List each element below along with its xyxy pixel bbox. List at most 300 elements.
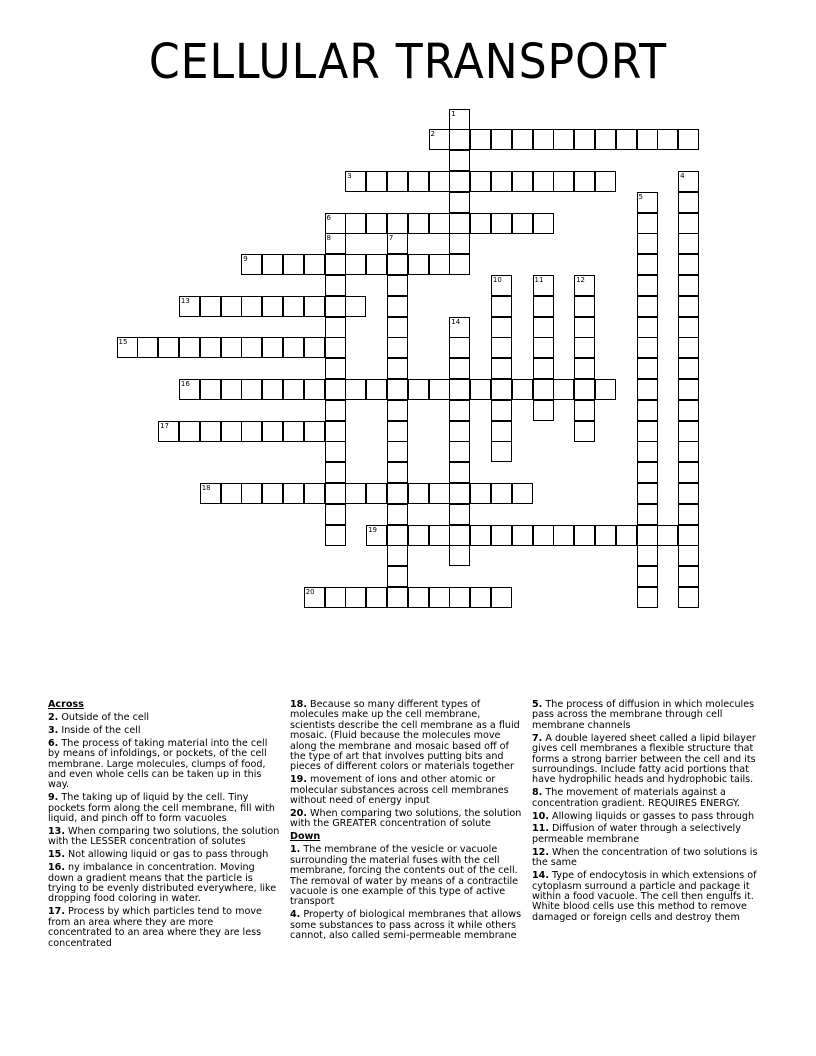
grid-cell[interactable] bbox=[553, 129, 574, 150]
grid-cell[interactable] bbox=[553, 171, 574, 192]
clue-number: 3. bbox=[48, 724, 59, 736]
grid-cell[interactable] bbox=[325, 400, 346, 421]
grid-cell[interactable] bbox=[325, 462, 346, 483]
clue-item bbox=[532, 848, 770, 869]
grid-cell[interactable] bbox=[449, 379, 470, 400]
grid-cell[interactable] bbox=[678, 421, 699, 442]
grid-cell[interactable] bbox=[387, 462, 408, 483]
grid-cell[interactable] bbox=[325, 441, 346, 462]
grid-cell[interactable] bbox=[449, 400, 470, 421]
grid-cell[interactable] bbox=[678, 296, 699, 317]
grid-cell[interactable] bbox=[637, 525, 658, 546]
clue-item bbox=[290, 775, 522, 806]
grid-cell[interactable] bbox=[533, 358, 554, 379]
grid-cell[interactable] bbox=[304, 421, 325, 442]
grid-cell[interactable] bbox=[595, 525, 616, 546]
clue-item bbox=[532, 812, 770, 822]
grid-cell[interactable] bbox=[553, 525, 574, 546]
grid-cell[interactable] bbox=[637, 587, 658, 608]
clue-text: Because so many different types of molecules make up the cell membrane, scientists describe the cell membrane as a fluid mosaic. (Fluid because the molecules move along the membrane and mosaic based off of the type of art that involves putting bits and pieces of different colors or materials together bbox=[290, 699, 520, 773]
clues-column-3 bbox=[532, 700, 770, 926]
grid-cell[interactable] bbox=[429, 171, 450, 192]
clue-text: Property of biological membranes that allows some substances to pass across it while others cannot, also called semi-permeable membrane bbox=[290, 909, 522, 942]
grid-cell[interactable] bbox=[491, 213, 512, 234]
clue-number-16: 16 bbox=[180, 379, 190, 388]
grid-cell[interactable] bbox=[678, 192, 699, 213]
grid-cell[interactable] bbox=[262, 421, 283, 442]
grid-cell[interactable] bbox=[637, 275, 658, 296]
grid-cell[interactable] bbox=[262, 337, 283, 358]
grid-cell[interactable] bbox=[449, 545, 470, 566]
grid-cell[interactable] bbox=[366, 379, 387, 400]
grid-cell[interactable] bbox=[678, 400, 699, 421]
clue-text: Diffusion of water through a selectively permeable membrane bbox=[532, 823, 741, 845]
clue-item bbox=[532, 734, 770, 786]
grid-cell[interactable] bbox=[449, 150, 470, 171]
grid-cell[interactable] bbox=[491, 441, 512, 462]
grid-cell[interactable] bbox=[325, 296, 346, 317]
clue-number: 7. bbox=[532, 732, 543, 744]
grid-cell[interactable] bbox=[470, 525, 491, 546]
clue-number: 16. bbox=[48, 862, 65, 874]
grid-cell[interactable] bbox=[387, 441, 408, 462]
grid-cell[interactable] bbox=[387, 275, 408, 296]
grid-cell[interactable] bbox=[637, 379, 658, 400]
grid-cell[interactable] bbox=[637, 254, 658, 275]
grid-cell[interactable] bbox=[241, 483, 262, 504]
grid-cell[interactable] bbox=[449, 171, 470, 192]
clue-number-13: 13 bbox=[180, 296, 190, 305]
grid-cell[interactable] bbox=[678, 462, 699, 483]
clue-number: 12. bbox=[532, 846, 549, 858]
grid-cell[interactable] bbox=[678, 483, 699, 504]
grid-cell[interactable] bbox=[491, 525, 512, 546]
grid-cell[interactable] bbox=[283, 379, 304, 400]
grid-cell[interactable] bbox=[574, 525, 595, 546]
down-heading: Down bbox=[290, 831, 321, 843]
clue-item bbox=[48, 827, 280, 848]
grid-cell[interactable] bbox=[449, 233, 470, 254]
grid-cell[interactable] bbox=[449, 483, 470, 504]
grid-cell[interactable] bbox=[678, 213, 699, 234]
grid-cell[interactable] bbox=[574, 379, 595, 400]
grid-cell[interactable] bbox=[429, 525, 450, 546]
grid-cell[interactable] bbox=[491, 379, 512, 400]
clue-number: 10. bbox=[532, 810, 549, 822]
clue-number-12: 12 bbox=[576, 275, 586, 284]
grid-cell[interactable] bbox=[678, 587, 699, 608]
grid-cell[interactable] bbox=[345, 254, 366, 275]
clue-number: 17. bbox=[48, 906, 65, 918]
grid-cell[interactable] bbox=[241, 379, 262, 400]
grid-cell[interactable] bbox=[158, 337, 179, 358]
grid-cell[interactable] bbox=[574, 317, 595, 338]
clue-text: The membrane of the vesicle or vacuole surrounding the material fuses with the cell membrane, forcing the contents out of the cell. The removal of water by means of a contractile vacuole is one example of this type of active transport bbox=[290, 844, 519, 908]
clue-text: ny imbalance in concentration. Moving down a gradient means that the particle is trying to be evenly distributed everywhere, like dropping food coloring in water. bbox=[48, 862, 277, 905]
grid-cell[interactable] bbox=[637, 545, 658, 566]
grid-cell[interactable] bbox=[325, 254, 346, 275]
grid-cell[interactable] bbox=[408, 525, 429, 546]
page-title: CELLULAR TRANSPORT bbox=[148, 34, 668, 90]
grid-cell[interactable] bbox=[512, 129, 533, 150]
grid-cell[interactable] bbox=[283, 296, 304, 317]
clue-number: 9. bbox=[48, 792, 59, 804]
grid-cell[interactable] bbox=[325, 337, 346, 358]
grid-cell[interactable] bbox=[678, 254, 699, 275]
grid-cell[interactable] bbox=[387, 400, 408, 421]
clue-item bbox=[532, 871, 770, 923]
grid-cell[interactable] bbox=[533, 525, 554, 546]
grid-cell[interactable] bbox=[533, 171, 554, 192]
clue-text: movement of ions and other atomic or molecular substances across cell membranes without need of energy input bbox=[290, 774, 509, 807]
clue-item bbox=[48, 739, 280, 791]
grid-cell[interactable] bbox=[470, 213, 491, 234]
grid-cell[interactable] bbox=[262, 379, 283, 400]
grid-cell[interactable] bbox=[221, 296, 242, 317]
grid-cell[interactable] bbox=[491, 400, 512, 421]
clue-number: 20. bbox=[290, 808, 307, 820]
grid-cell[interactable] bbox=[449, 129, 470, 150]
grid-cell[interactable] bbox=[449, 587, 470, 608]
clue-number-10: 10 bbox=[492, 275, 502, 284]
clue-number: 18. bbox=[290, 699, 307, 710]
clue-number-19: 19 bbox=[368, 525, 378, 534]
clue-item bbox=[48, 907, 280, 949]
grid-cell[interactable] bbox=[449, 358, 470, 379]
grid-cell[interactable] bbox=[678, 545, 699, 566]
grid-cell[interactable] bbox=[366, 171, 387, 192]
clue-text: Not allowing liquid or gas to pass through bbox=[65, 849, 269, 861]
clue-number-11: 11 bbox=[534, 275, 544, 284]
grid-cell[interactable] bbox=[345, 379, 366, 400]
grid-cell[interactable] bbox=[179, 337, 200, 358]
grid-cell[interactable] bbox=[387, 421, 408, 442]
grid-cell[interactable] bbox=[241, 296, 262, 317]
grid-cell[interactable] bbox=[637, 129, 658, 150]
grid-cell[interactable] bbox=[491, 129, 512, 150]
grid-cell[interactable] bbox=[616, 129, 637, 150]
grid-cell[interactable] bbox=[637, 421, 658, 442]
grid-cell[interactable] bbox=[283, 483, 304, 504]
grid-cell[interactable] bbox=[595, 171, 616, 192]
clue-text: Process by which particles tend to move from an area where they are more concentrated to an area where they are less concentrated bbox=[48, 906, 262, 949]
grid-cell[interactable] bbox=[408, 171, 429, 192]
grid-cell[interactable] bbox=[387, 213, 408, 234]
clue-number-4: 4 bbox=[680, 171, 685, 180]
grid-cell[interactable] bbox=[470, 379, 491, 400]
grid-cell[interactable] bbox=[325, 525, 346, 546]
clue-number-15: 15 bbox=[118, 338, 128, 347]
grid-cell[interactable] bbox=[574, 358, 595, 379]
grid-cell[interactable] bbox=[449, 462, 470, 483]
clue-number-3: 3 bbox=[347, 171, 352, 180]
clue-number: 2. bbox=[48, 711, 59, 723]
clue-number: 13. bbox=[48, 825, 65, 837]
grid-cell[interactable] bbox=[387, 254, 408, 275]
grid-cell[interactable] bbox=[491, 587, 512, 608]
grid-cell[interactable] bbox=[449, 254, 470, 275]
grid-cell[interactable] bbox=[533, 213, 554, 234]
grid-cell[interactable] bbox=[637, 233, 658, 254]
clue-number-6: 6 bbox=[326, 213, 331, 222]
grid-cell[interactable] bbox=[533, 317, 554, 338]
clue-text: The taking up of liquid by the cell. Tiny pockets form along the cell membrane, fill with liquid, and pinch off to form vacuoles bbox=[48, 792, 275, 825]
grid-cell[interactable] bbox=[678, 337, 699, 358]
grid-cell[interactable] bbox=[574, 421, 595, 442]
grid-cell[interactable] bbox=[408, 213, 429, 234]
clue-text: A double layered sheet called a lipid bilayer gives cell membranes a flexible structure that forms a strong barrier between the cell and its surroundings. Include fatty acid portions that have hydrophilic heads and hydrophobic tails. bbox=[532, 732, 756, 786]
grid-cell[interactable] bbox=[325, 275, 346, 296]
clue-item bbox=[532, 824, 770, 845]
grid-cell[interactable] bbox=[429, 213, 450, 234]
clue-number-20: 20 bbox=[305, 587, 315, 596]
grid-cell[interactable] bbox=[387, 296, 408, 317]
grid-cell[interactable] bbox=[408, 587, 429, 608]
grid-cell[interactable] bbox=[366, 483, 387, 504]
clue-number-8: 8 bbox=[326, 234, 331, 243]
clue-number-5: 5 bbox=[638, 192, 643, 201]
clue-number: 6. bbox=[48, 737, 59, 749]
grid-cell[interactable] bbox=[345, 296, 366, 317]
clue-number: 14. bbox=[532, 870, 549, 882]
clue-item bbox=[290, 910, 522, 941]
clue-item bbox=[48, 726, 280, 736]
grid-cell[interactable] bbox=[387, 171, 408, 192]
grid-cell[interactable] bbox=[221, 483, 242, 504]
grid-cell[interactable] bbox=[387, 504, 408, 525]
grid-cell[interactable] bbox=[241, 421, 262, 442]
clue-item bbox=[48, 793, 280, 824]
grid-cell[interactable] bbox=[637, 462, 658, 483]
grid-cell[interactable] bbox=[678, 275, 699, 296]
clue-text: The process of diffusion in which molecules pass across the membrane through cell membrane channels bbox=[532, 699, 755, 731]
clue-number-1: 1 bbox=[451, 109, 456, 118]
grid-cell[interactable] bbox=[595, 379, 616, 400]
grid-cell[interactable] bbox=[200, 337, 221, 358]
grid-cell[interactable] bbox=[387, 379, 408, 400]
grid-cell[interactable] bbox=[325, 421, 346, 442]
grid-cell[interactable] bbox=[574, 337, 595, 358]
grid-cell[interactable] bbox=[533, 400, 554, 421]
clue-item bbox=[290, 700, 522, 773]
clue-text: The movement of materials against a concentration gradient. REQUIRES ENERGY. bbox=[532, 787, 740, 809]
clue-number: 1. bbox=[290, 844, 301, 856]
grid-cell[interactable] bbox=[345, 483, 366, 504]
grid-cell[interactable] bbox=[429, 483, 450, 504]
grid-cell[interactable] bbox=[325, 504, 346, 525]
grid-cell[interactable] bbox=[678, 358, 699, 379]
grid-cell[interactable] bbox=[574, 129, 595, 150]
clue-number: 8. bbox=[532, 787, 543, 799]
grid-cell[interactable] bbox=[574, 400, 595, 421]
grid-cell[interactable] bbox=[408, 254, 429, 275]
grid-cell[interactable] bbox=[512, 483, 533, 504]
grid-cell[interactable] bbox=[678, 525, 699, 546]
clue-text: Inside of the cell bbox=[58, 724, 141, 736]
grid-cell[interactable] bbox=[304, 379, 325, 400]
grid-cell[interactable] bbox=[533, 337, 554, 358]
grid-cell[interactable] bbox=[512, 525, 533, 546]
clue-text: Allowing liquids or gasses to pass through bbox=[549, 810, 755, 822]
grid-cell[interactable] bbox=[387, 587, 408, 608]
grid-cell[interactable] bbox=[678, 233, 699, 254]
clues-column-1 bbox=[48, 700, 280, 951]
grid-cell[interactable] bbox=[678, 379, 699, 400]
grid-cell[interactable] bbox=[449, 192, 470, 213]
grid-cell[interactable] bbox=[637, 566, 658, 587]
grid-cell[interactable] bbox=[221, 379, 242, 400]
grid-cell[interactable] bbox=[221, 337, 242, 358]
grid-cell[interactable] bbox=[387, 525, 408, 546]
grid-cell[interactable] bbox=[449, 441, 470, 462]
clue-number-7: 7 bbox=[388, 234, 394, 243]
clue-number: 11. bbox=[532, 823, 549, 835]
clue-number: 5. bbox=[532, 699, 543, 710]
grid-cell[interactable] bbox=[678, 504, 699, 525]
grid-cell[interactable] bbox=[325, 358, 346, 379]
grid-cell[interactable] bbox=[325, 483, 346, 504]
grid-cell[interactable] bbox=[637, 317, 658, 338]
grid-cell[interactable] bbox=[533, 129, 554, 150]
grid-cell[interactable] bbox=[387, 317, 408, 338]
grid-cell[interactable] bbox=[491, 421, 512, 442]
across-heading: Across bbox=[48, 699, 84, 710]
grid-cell[interactable] bbox=[637, 213, 658, 234]
clue-item bbox=[532, 700, 770, 731]
grid-cell[interactable] bbox=[241, 337, 262, 358]
grid-cell[interactable] bbox=[470, 129, 491, 150]
grid-cell[interactable] bbox=[366, 254, 387, 275]
grid-cell[interactable] bbox=[408, 379, 429, 400]
grid-cell[interactable] bbox=[491, 171, 512, 192]
clue-text: The process of taking material into the cell by means of infoldings, or pockets, of the cell membrane. Large molecules, clumps of food, and even whole cells can be taken up in this way. bbox=[48, 737, 268, 791]
grid-cell[interactable] bbox=[595, 129, 616, 150]
grid-cell[interactable] bbox=[283, 421, 304, 442]
grid-cell[interactable] bbox=[512, 171, 533, 192]
grid-cell[interactable] bbox=[678, 317, 699, 338]
grid-cell[interactable] bbox=[533, 296, 554, 317]
grid-cell[interactable] bbox=[657, 525, 678, 546]
grid-cell[interactable] bbox=[449, 504, 470, 525]
grid-cell[interactable] bbox=[678, 566, 699, 587]
clue-text: Outside of the cell bbox=[58, 711, 150, 723]
grid-cell[interactable] bbox=[429, 587, 450, 608]
grid-cell[interactable] bbox=[512, 213, 533, 234]
grid-cell[interactable] bbox=[637, 400, 658, 421]
grid-cell[interactable] bbox=[449, 525, 470, 546]
grid-cell[interactable] bbox=[137, 337, 158, 358]
down-clue-list bbox=[290, 845, 522, 941]
grid-cell[interactable] bbox=[491, 317, 512, 338]
grid-cell[interactable] bbox=[304, 254, 325, 275]
grid-cell[interactable] bbox=[616, 525, 637, 546]
grid-cell[interactable] bbox=[366, 213, 387, 234]
grid-cell[interactable] bbox=[678, 129, 699, 150]
clue-item bbox=[48, 713, 280, 723]
clue-text: Type of endocytosis in which extensions of cytoplasm surround a particle and package it within a food vacuole. The cell then engulfs it. White blood cells use this method to remove damaged or foreign cells and destroy them bbox=[532, 870, 757, 923]
grid-cell[interactable] bbox=[200, 296, 221, 317]
grid-cell[interactable] bbox=[637, 441, 658, 462]
grid-cell[interactable] bbox=[449, 421, 470, 442]
grid-cell[interactable] bbox=[387, 483, 408, 504]
grid-cell[interactable] bbox=[387, 545, 408, 566]
clue-item bbox=[48, 850, 280, 860]
clue-text: When the concentration of two solutions is the same bbox=[532, 846, 758, 869]
grid-cell[interactable] bbox=[470, 483, 491, 504]
grid-cell[interactable] bbox=[408, 483, 429, 504]
grid-cell[interactable] bbox=[387, 358, 408, 379]
grid-cell[interactable] bbox=[512, 379, 533, 400]
grid-cell[interactable] bbox=[637, 358, 658, 379]
grid-cell[interactable] bbox=[345, 213, 366, 234]
grid-cell[interactable] bbox=[491, 296, 512, 317]
grid-cell[interactable] bbox=[637, 504, 658, 525]
clue-number-2: 2 bbox=[430, 130, 435, 139]
grid-cell[interactable] bbox=[637, 483, 658, 504]
grid-cell[interactable] bbox=[304, 483, 325, 504]
grid-cell[interactable] bbox=[553, 379, 574, 400]
clue-item bbox=[532, 788, 770, 809]
clue-text: When comparing two solutions, the solution with the LESSER concentration of solutes bbox=[48, 825, 280, 848]
across-clue-list-continued bbox=[290, 700, 522, 830]
grid-cell[interactable] bbox=[470, 587, 491, 608]
grid-cell[interactable] bbox=[200, 379, 221, 400]
grid-cell[interactable] bbox=[491, 483, 512, 504]
grid-cell[interactable] bbox=[200, 421, 221, 442]
grid-cell[interactable] bbox=[574, 296, 595, 317]
clue-number-9: 9 bbox=[243, 255, 248, 264]
grid-cell[interactable] bbox=[304, 296, 325, 317]
grid-cell[interactable] bbox=[678, 441, 699, 462]
grid-cell[interactable] bbox=[366, 587, 387, 608]
grid-cell[interactable] bbox=[449, 337, 470, 358]
grid-cell[interactable] bbox=[179, 421, 200, 442]
clue-number: 15. bbox=[48, 849, 65, 861]
clue-text: When comparing two solutions, the solution with the GREATER concentration of solute bbox=[290, 808, 522, 830]
grid-cell[interactable] bbox=[325, 379, 346, 400]
grid-cell[interactable] bbox=[387, 566, 408, 587]
grid-cell[interactable] bbox=[304, 337, 325, 358]
grid-cell[interactable] bbox=[637, 296, 658, 317]
grid-cell[interactable] bbox=[533, 379, 554, 400]
grid-cell[interactable] bbox=[491, 337, 512, 358]
clue-item bbox=[290, 845, 522, 907]
grid-cell[interactable] bbox=[221, 421, 242, 442]
clue-number: 4. bbox=[290, 909, 301, 921]
grid-cell[interactable] bbox=[657, 129, 678, 150]
grid-cell[interactable] bbox=[262, 483, 283, 504]
grid-cell[interactable] bbox=[283, 254, 304, 275]
grid-cell[interactable] bbox=[470, 171, 491, 192]
grid-cell[interactable] bbox=[325, 317, 346, 338]
grid-cell[interactable] bbox=[262, 254, 283, 275]
grid-cell[interactable] bbox=[449, 213, 470, 234]
grid-cell[interactable] bbox=[429, 254, 450, 275]
grid-cell[interactable] bbox=[345, 587, 366, 608]
across-clue-list bbox=[48, 713, 280, 949]
grid-cell[interactable] bbox=[283, 337, 304, 358]
grid-cell[interactable] bbox=[262, 296, 283, 317]
clues-column-2 bbox=[290, 700, 522, 944]
clue-number-18: 18 bbox=[201, 483, 211, 492]
clue-item bbox=[48, 863, 280, 905]
grid-cell[interactable] bbox=[325, 587, 346, 608]
grid-cell[interactable] bbox=[574, 171, 595, 192]
grid-cell[interactable] bbox=[491, 358, 512, 379]
grid-cell[interactable] bbox=[429, 379, 450, 400]
grid-cell[interactable] bbox=[637, 337, 658, 358]
grid-cell[interactable] bbox=[387, 337, 408, 358]
